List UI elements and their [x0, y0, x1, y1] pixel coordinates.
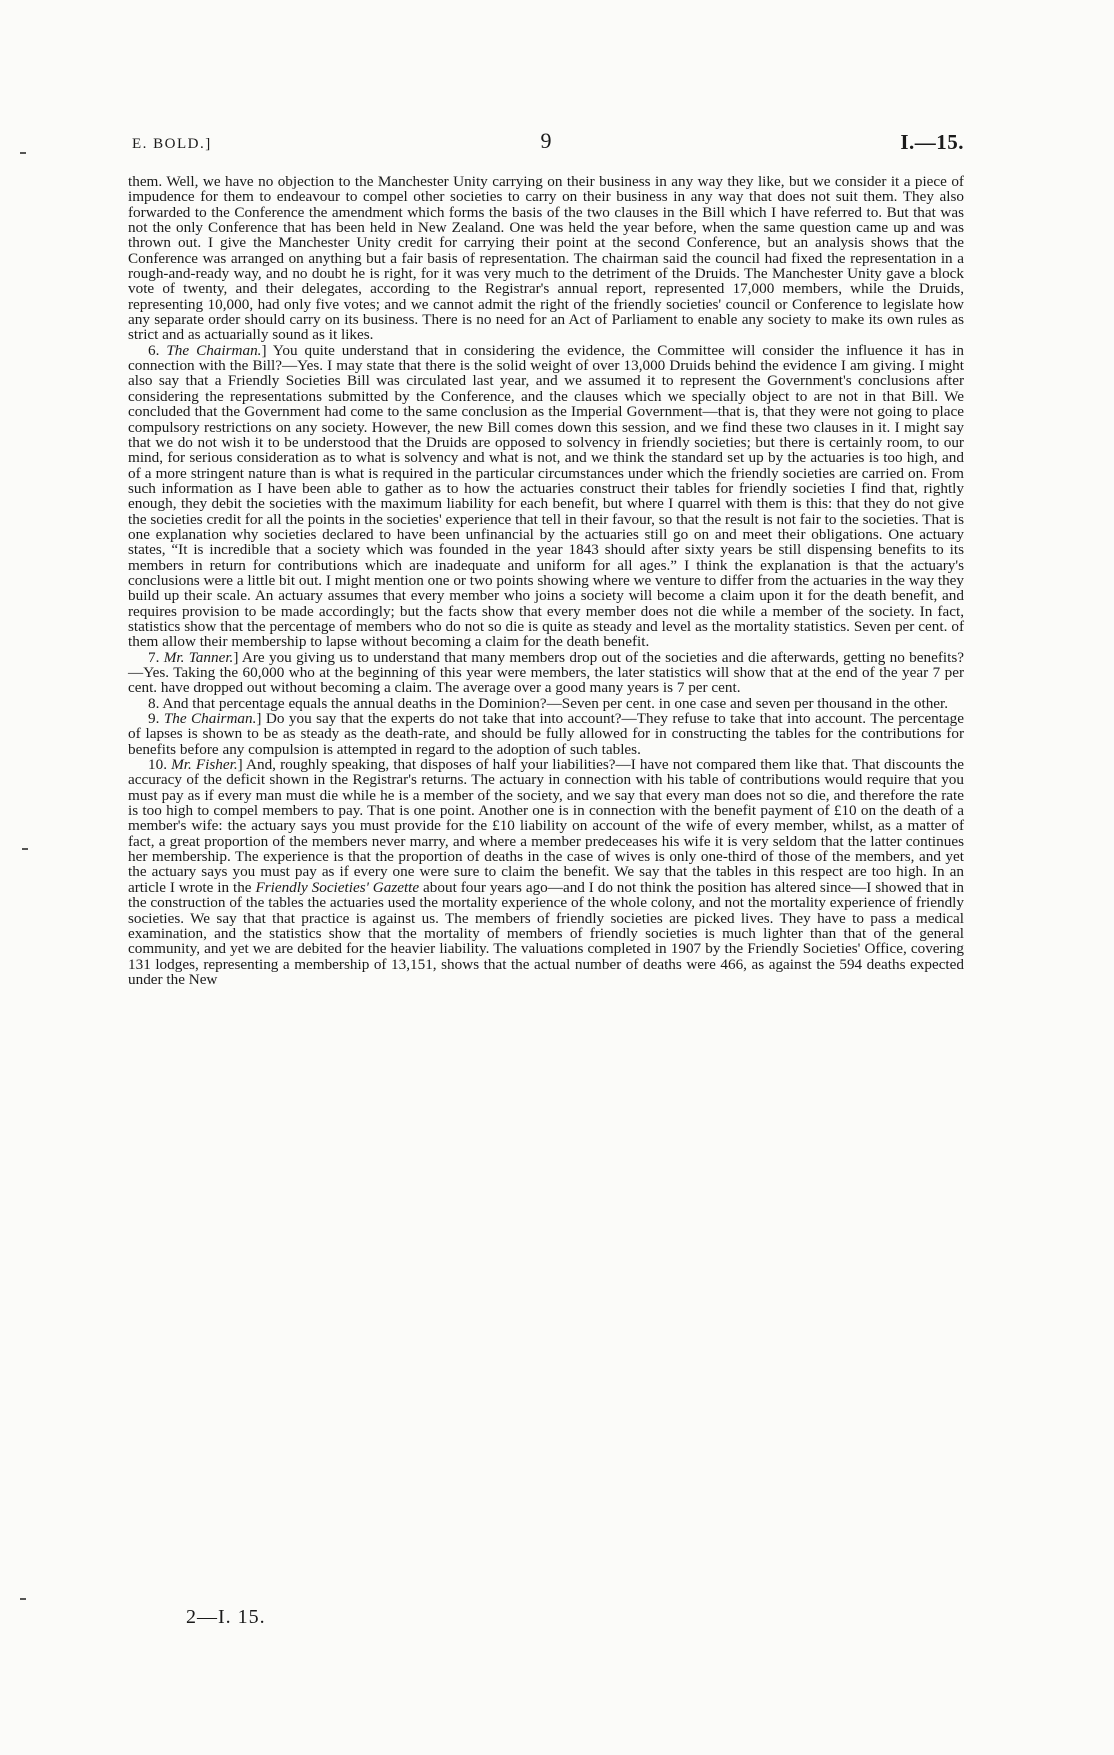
- margin-mark: [20, 152, 26, 154]
- paragraph-continuation: them. Well, we have no objection to the Manchester Unity carrying on their business in any way they like, but we consider it a piece of impudence for them to endeavour to compel other societies to carry on their business in any way that does not suit them. They also forwarded to the Conference the amendment which forms the basis of the two clauses in the Bill which I have referred to. But that was not the only Conference that has been held in New Zealand. One was held the year before, when the same question came up and was thrown out. I give the Manchester Unity credit for carrying their point at the second Conference, but an analysis shows that the Conference was arranged on anything but a fair basis of representation. The chairman said the council had fixed the representation in a rough-and-ready way, and no doubt he is right, for it was very much to the detriment of the Druids. The Manchester Unity gave a block vote of twenty, and their delegates, according to the Registrar's annual report, represented 17,000 members, while the Druids, representing 10,000, had only five votes; and we cannot admit the right of the friendly societies' council or Conference to legislate how any separate order should carry on its business. There is no need for an Act of Parliament to enable any society to make its own rules as strict and as actuarially sound as it likes.: [128, 173, 964, 344]
- signature-mark: 2—I. 15.: [186, 1606, 266, 1628]
- page-header: [128, 128, 964, 162]
- page-number: 9: [540, 128, 552, 153]
- page-body: [128, 174, 964, 987]
- margin-mark: [20, 1598, 26, 1600]
- paragraph-9: 9. The Chairman.] Do you say that the experts do not take that into account?—They refuse to take that into account. The percentage of lapses is shown to be as steady as the death-rate, and should be fully allowed for in constructing the tables for the contributions for benefits before any compulsion is attempted in regard to the adoption of such tables.: [128, 710, 964, 758]
- speaker-name: Mr. Fisher.: [171, 756, 238, 774]
- header-witness: E. BOLD.]: [132, 136, 212, 152]
- paper-reference: I.—15.: [900, 130, 964, 154]
- paragraph-8: 8. And that percentage equals the annual deaths in the Dominion?—Seven per cent. in one case and seven per thousand in the other.: [148, 694, 949, 712]
- margin-mark: [22, 848, 28, 850]
- speaker-name: The Chairman.: [166, 341, 262, 359]
- paragraph-7: 7. Mr. Tanner.] Are you giving us to understand that many members drop out of the societies and die afterwards, getting no benefits?—Yes. Taking the 60,000 who at the beginning of this year were members, the later statistics will show that at the end of the year 7 per cent. have dropped out without becoming a claim. The average over a good many years is 7 per cent.: [128, 648, 964, 697]
- speaker-name: The Chairman.: [163, 710, 257, 728]
- speaker-name: Mr. Tanner.: [163, 648, 234, 666]
- paragraph-6: 6. The Chairman.] You quite understand that in considering the evidence, the Committee will consider the influence it has in connection with the Bill?—Yes. I may state that there is the solid weight of over 13,000 Druids behind the evidence I am giving. I might also say that a Friendly Societies Bill was circulated last year, and we assumed it to represent the Government's conclusions after considering the representations submitted by the Conference, and the clauses which we specially object to are not in that Bill. We concluded that the Government had come to the same conclusion as the Imperial Government—that is, that they were not going to place compulsory restrictions on any society. However, the new Bill comes down this session, and we find these two clauses in it. I might say that we do not wish it to be understood that the Druids are opposed to solvency in friendly societies; but there is certainly room, to our mind, for serious consideration as to what is solvency and what is not, and we think the standard set up by the actuaries is too high, and of a more stringent nature than is what is required in the particular circumstances under which the friendly societies are carried on. From such information as I have been able to gather as to how the actuaries construct their tables for friendly societies I find that, rightly enough, they debit the societies with the maximum liability for each benefit, but where I quarrel with them is this: that they do not give the societies credit for all the points in the societies' experience that tell in their favour, so that the result is not fair to the societies. That is one explanation why societies declared to have been unfinancial by the actuaries still go on and meet their obligations. One actuary states, “It is incredible that a society which was founded in the year 1843 should after sixty years be still dispensing benefits to its members in return for contributions which are inadequate and uniform for all ages.” I think the explanation is that the actuary's conclusions were a little bit out. I might mention one or two points showing where we venture to differ from the actuaries in the way they build up their scale. An actuary assumes that every member who joins a society will become a claim upon it for the death benefit, and requires provision to be made accordingly; but the facts show that every member does not die while a member of the society. In fact, statistics show that the percentage of members who do not so die is quite as steady and level as the mortality statistics. Seven per cent. of them allow their membership to lapse without becoming a claim for the death benefit.: [128, 341, 965, 651]
- paragraph-10: 10. Mr. Fisher.] And, roughly speaking, that disposes of half your liabilities?—I have not compared them like that. That discounts the accuracy of the deficit shown in the Registrar's returns. The actuary in connection with his table of contributions would require that you must pay as if every man must die while he is a member of the society, and we say that every man does not so die, and therefore the rate is too high to compel members to pay. That is one point. Another one is in connection with the benefit payment of £10 on the death of a member's wife: the actuary says you must provide for the £10 liability on account of the wife of every member, whilst, as a matter of fact, a great proportion of the members never marry, and where a member predeceases his wife it is very seldom that the latter continues her membership. The experience is that the proportion of deaths in the case of wives is only one-third of those of the members, and yet the actuary says you must pay as if every one were sure to claim the benefit. We say that the tables in this respect are too high. In an article I wrote in the Friendly Societies' Gazette about four years ago—and I do not think the position has altered since—I showed that in the construction of the tables the actuaries used the mortality experience of the whole colony, and not the mortality experience of friendly societies. We say that that practice is against us. The members of friendly societies are picked lives. They have to pass a medical examination, and the statistics show that the mortality of members of friendly societies is much lighter than that of the general community, and yet we are debited for the heavier liability. The valuations completed in 1907 by the Friendly Societies' Office, covering 131 lodges, representing a membership of 13,151, shows that the actual number of deaths were 466, as against the 594 deaths expected under the New: [128, 756, 965, 988]
- publication-title: Friendly Societies' Gazette: [255, 878, 420, 896]
